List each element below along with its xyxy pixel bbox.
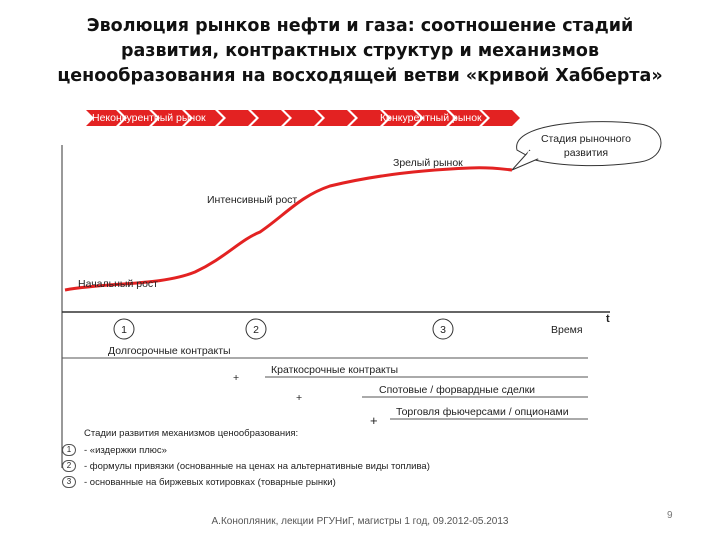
chevron	[284, 110, 322, 126]
plus-short-term: +	[233, 372, 240, 384]
legend-badge: 2	[62, 460, 76, 472]
legend-text: - «издержки плюс»	[84, 444, 167, 456]
title-line-1: Эволюция рынков нефти и газа: соотношение стадий	[86, 16, 634, 36]
market-stage-callout	[512, 122, 661, 170]
intensive-growth-label: Интенсивный рост	[207, 194, 298, 206]
title-line-3: ценообразования на восходящей ветви «кривой Хабберта»	[57, 66, 663, 86]
legend-text: - основанные на биржевых котировках (товарные рынки)	[84, 476, 336, 488]
hubbert-curve	[65, 168, 512, 290]
futures-options-label: Торговля фьючерсами / опционами	[396, 406, 569, 418]
legend-heading: Стадии развития механизмов ценообразования:	[84, 428, 299, 439]
chevron	[482, 110, 520, 126]
svg-text:1: 1	[121, 324, 127, 336]
time-axis-label: Время	[551, 324, 583, 336]
legend-item	[62, 459, 430, 473]
plus-futures: +	[370, 413, 378, 428]
stage-marker-3	[433, 319, 453, 339]
svg-text:2: 2	[253, 324, 259, 336]
legend-item	[62, 443, 430, 457]
plus-spot: +	[296, 392, 303, 404]
t-axis-label: t	[606, 313, 610, 325]
svg-text:3: 3	[440, 324, 446, 336]
competitive-market-label: Конкурентный рынок	[380, 112, 482, 124]
legend-item	[62, 475, 430, 489]
long-term-contracts-label: Долгосрочные контракты	[108, 345, 231, 357]
callout-text-2: развития	[563, 147, 609, 159]
page-number: 9	[667, 510, 673, 521]
chevron	[317, 110, 355, 126]
title-line-2: развития, контрактных структур и механизмов	[120, 41, 600, 61]
legend-badge: 1	[62, 444, 76, 456]
legend	[62, 428, 430, 491]
chevron	[251, 110, 289, 126]
spot-forward-label: Спотовые / форвардные сделки	[379, 384, 536, 396]
legend-badge: 3	[62, 476, 76, 488]
noncompetitive-market-label: Неконкурентный рынок	[92, 112, 206, 124]
chevron	[218, 110, 256, 126]
stage-marker-2	[246, 319, 266, 339]
footer-credit: А.Конопляник, лекции РГУНиГ, магистры 1 год, 09.2012-05.2013	[211, 516, 509, 527]
mature-market-label: Зрелый рынок	[393, 157, 463, 169]
stage-marker-1	[114, 319, 134, 339]
initial-growth-label: Начальный рост	[78, 278, 158, 290]
callout-text-1: Стадия рыночного	[540, 133, 632, 145]
legend-text: - формулы привязки (основанные на ценах на альтернативные виды топлива)	[84, 460, 430, 472]
short-term-contracts-label: Краткосрочные контракты	[271, 364, 399, 376]
